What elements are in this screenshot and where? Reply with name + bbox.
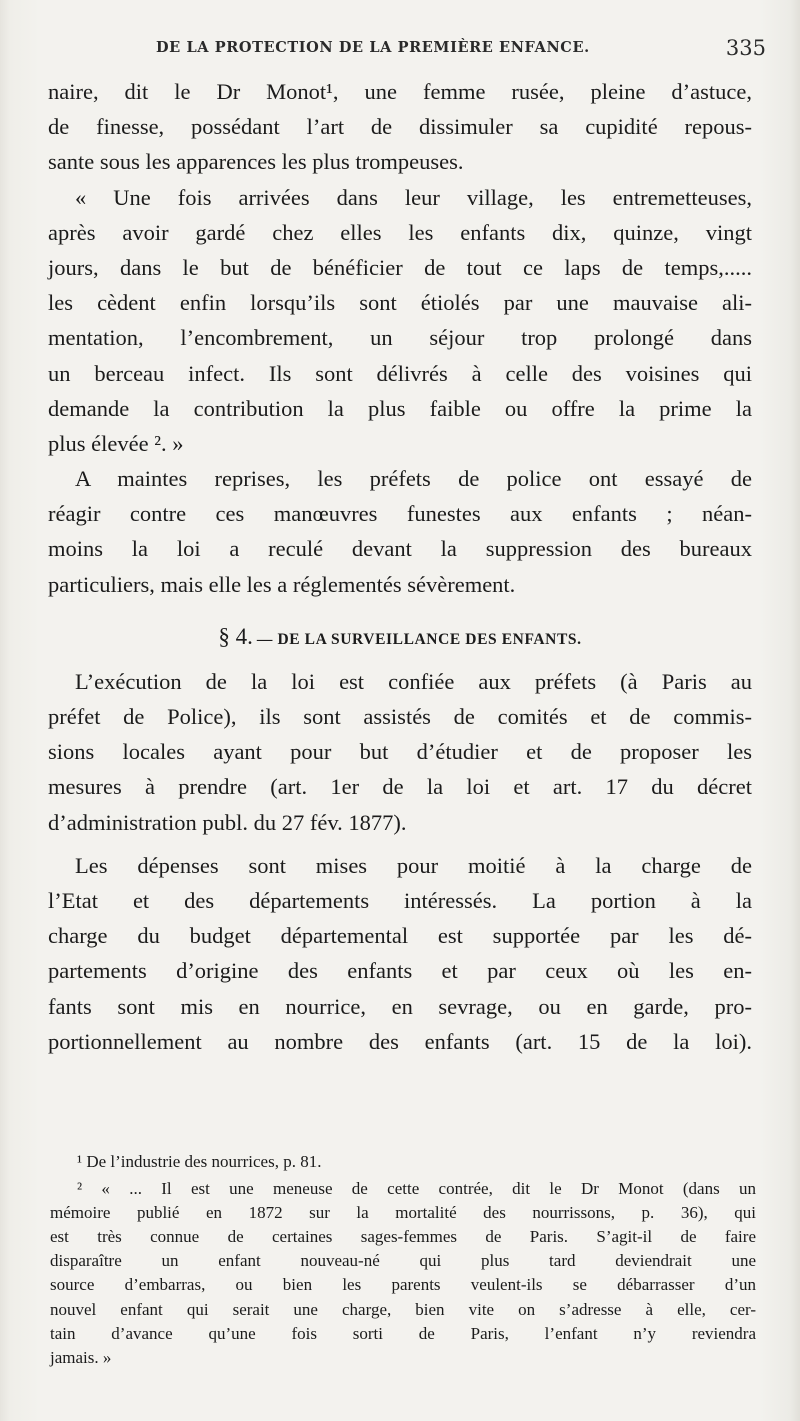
text-line: réagir contre ces manœuvres funestes aux enfants ; néan- [48,501,752,527]
footnote-1: ¹ De l’industrie des nourrices, p. 81. [77,1152,322,1171]
text-line: mesures à prendre (art. 1er de la loi et art. 17 du décret [48,774,752,800]
text-line: sions locales ayant pour but d’étudier et de proposer les [48,739,752,765]
text-line: les cèdent enfin lorsqu’ils sont étiolés par une mauvaise ali- [48,290,752,316]
main-text [48,74,752,1059]
footnotes [50,1150,756,1370]
footnote-line: mémoire publié en 1872 sur la mortalité des nourrissons, p. 36), qui [50,1203,756,1223]
page-number: 335 [725,36,766,60]
footnote-line: nouvel enfant qui serait une charge, bien vite on s’adresse à elle, cer- [50,1299,756,1319]
text-line: après avoir gardé chez elles les enfants dix, quinze, vingt [48,219,752,245]
text-line: un berceau infect. Ils sont délivrés à celle des voisines qui [48,360,752,386]
text-line: Les dépenses sont mises pour moitié à la charge de [75,852,752,878]
section-title: — DE LA SURVEILLANCE DES ENFANTS. [256,630,582,648]
text-line: fants sont mis en nourrice, en sevrage, ou en garde, pro- [48,993,752,1019]
text-line: sante sous les apparences les plus trompeuses. [48,149,464,175]
footnote-line: ² « ... Il est une meneuse de cette contrée, dit le Dr Monot (dans un [77,1179,756,1199]
text-line: préfet de Police), ils sont assistés de comités et de commis- [48,704,752,729]
footnote-line: disparaître un enfant nouveau-né qui plus tard deviendrait une [50,1251,756,1271]
text-line: mentation, l’encombrement, un séjour trop prolongé dans [48,325,752,351]
text-line: charge du budget départemental est supportée par les dé- [48,923,752,949]
page-header [48,36,766,66]
footnote-line: source d’embarras, ou bien les parents veulent-ils se débarrasser d’un [50,1275,756,1295]
text-line: plus élevée ². » [48,430,184,456]
text-line: moins la loi a reculé devant la suppression des bureaux [48,536,752,562]
paragraph-4 [48,664,752,840]
section-number: § 4. [218,623,253,649]
paragraph-1 [48,74,752,180]
text-line: portionnellement au nombre des enfants (art. 15 de la loi). [48,1028,752,1054]
text-line: de finesse, possédant l’art de dissimuler sa cupidité repous- [48,114,752,140]
text-line: « Une fois arrivées dans leur village, les entremetteuses, [75,184,752,210]
text-line: particuliers, mais elle les a réglementés sévèrement. [48,571,516,597]
text-line: naire, dit le Dr Monot¹, une femme rusée, pleine d’astuce, [48,79,752,104]
section-heading [48,624,752,650]
text-line: d’administration publ. du 27 fév. 1877). [48,809,407,835]
paragraph-5 [48,848,752,1059]
footnote-line: tain d’avance qu’une fois sorti de Paris, l’enfant n’y reviendra [50,1323,756,1343]
text-line: l’Etat et des départements intéressés. La portion à la [48,887,752,913]
paragraph-3 [48,461,752,602]
text-line: L’exécution de la loi est confiée aux préfets (à Paris au [75,668,752,694]
footnote-2 [50,1177,756,1370]
text-line: partements d’origine des enfants et par ceux où les en- [48,958,752,984]
text-line: jours, dans le but de bénéficier de tout ce laps de temps,..... [48,254,752,280]
text-line: A maintes reprises, les préfets de police ont essayé de [75,466,752,492]
paragraph-2 [48,180,752,462]
footnote-line: est très connue de certaines sages-femmes de Paris. S’agit-il de faire [50,1227,756,1247]
text-line: demande la contribution la plus faible ou offre la prime la [48,395,752,421]
footnote-line: jamais. » [50,1347,112,1367]
running-title: DE LA PROTECTION DE LA PREMIÈRE ENFANCE. [156,39,590,56]
